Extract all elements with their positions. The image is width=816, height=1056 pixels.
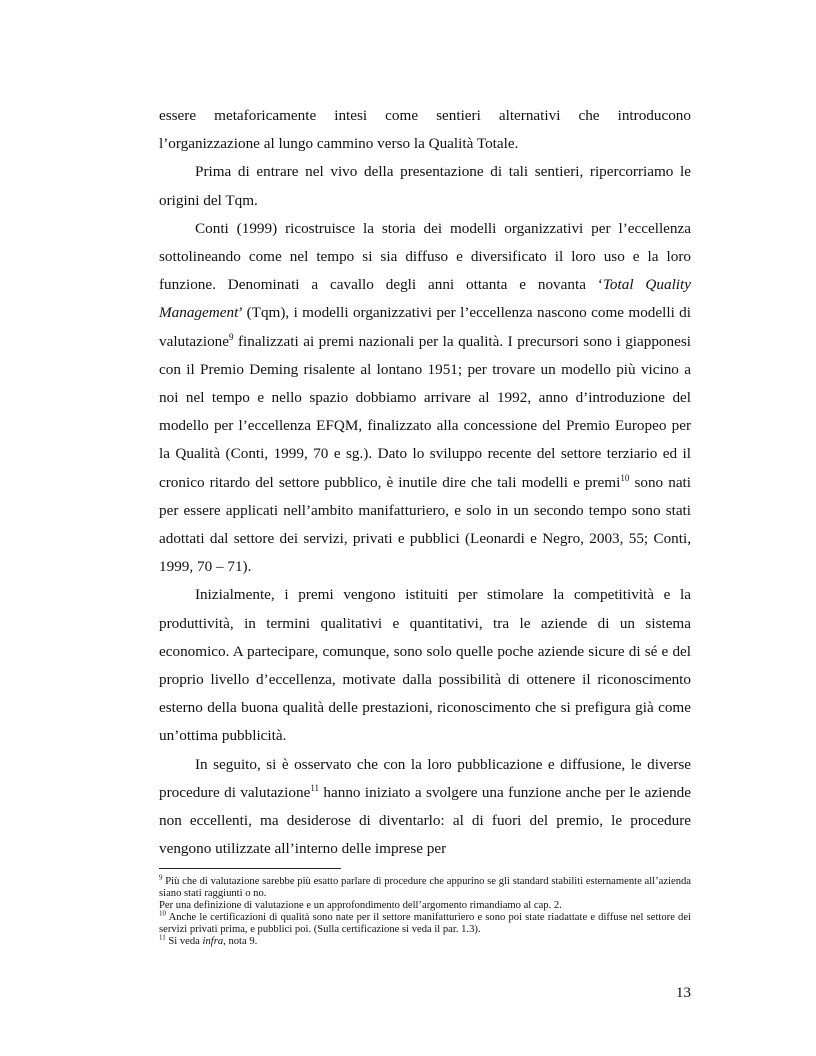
footnotes — [159, 873, 691, 948]
footnote-ref-10: 10 — [620, 472, 630, 483]
paragraph-conti-history: Conti (1999) ricostruisce la storia dei modelli organizzativi per l’eccellenza sottolineando come nel tempo si sia diffuso e diversificato il loro uso e la loro funzione. Denominati a cavallo degli anni ottanta e novanta ‘Total Quality Management’ (Tqm), i modelli organizzativi per l’eccellenza nascono come modelli di valutazione$^9$ finalizzati ai premi nazionali per la qualità. I precursori sono i giapponesi con il Premio Deming risalente al lontano 1951; per trovare un modello più vicino a noi nel tempo e nello spazio dobbiamo arrivare al 1992, anno d’introduzione del modello per l’eccellenza EFQM, finalizzato alla concessione del Premio Europeo per la Qualità (Conti, 1999, 70 e sg.). Dato lo sviluppo recente del settore terziario ed il cronico ritardo del settore pubblico, è inutile dire che tali modelli e premi$^{10}$ sono nati per essere applicati nell’ambito manifatturiero, e solo in un secondo tempo sono stati adottati dal settore dei servizi, privati e pubblici (Leonardi e Negro, 2003, 55; Conti, 1999, 70 – 71). — [159, 219, 691, 576]
paragraph-tqm-origins: Prima di entrare nel vivo della presentazione di tali sentieri, ripercorriamo le origini del Tqm. — [159, 163, 691, 209]
footnote-9: $^9$ Più che di valutazione sarebbe più esatto parlare di procedure che appurino se gli standard stabiliti esternamente all’azienda siano stati raggiunti o no. — [159, 873, 691, 899]
body-text — [159, 102, 691, 863]
paragraph-premi: Inizialmente, i premi vengono istituiti per stimolare la competitività e la produttività, in termini qualitativi e quantitativi, tra le aziende di un sistema economico. A partecipare, comunque, sono solo quelle poche aziende sicure di sé e del proprio livello d’eccellenza, motivate dalla possibilità di ottenere il riconoscimento esterno della buona qualità delle prestazioni, riconoscimento che si prefigura già come un’ottima pubblicità. — [159, 586, 691, 745]
footnote-separator — [159, 868, 341, 869]
footnote-ref-9: 9 — [229, 331, 234, 342]
page-number: 13 — [675, 984, 691, 1001]
footnote-ref-11: 11 — [310, 782, 319, 793]
paragraph-procedure: In seguito, si è osservato che con la loro pubblicazione e diffusione, le diverse procedure di valutazione$^{11}$ hanno iniziato a svolgere una funzione anche per le aziende non eccellenti, ma desiderose di diventarlo: al di fuori del premio, le procedure vengono utilizzate all’interno delle imprese per — [159, 755, 691, 858]
italic-term: Total Quality Management — [159, 276, 691, 322]
footnote-11: $^{11}$ Si veda infra, nota 9. — [159, 933, 258, 947]
footnote-9-continuation: Per una definizione di valutazione e un approfondimento dell’argomento rimandiamo al cap. 2. — [159, 900, 562, 911]
paragraph-continuation: essere metaforicamente intesi come sentieri alternativi che introducono l’organizzazione al lungo cammino verso la Qualità Totale. — [159, 107, 691, 153]
footnote-10: $^{10}$ Anche le certificazioni di qualità sono nate per il settore manifatturiero e sono poi state riadattate e diffuse nel settore dei servizi privati prima, e pubblici poi. (Sulla certificazione si veda il par. 1.3). — [159, 909, 691, 935]
